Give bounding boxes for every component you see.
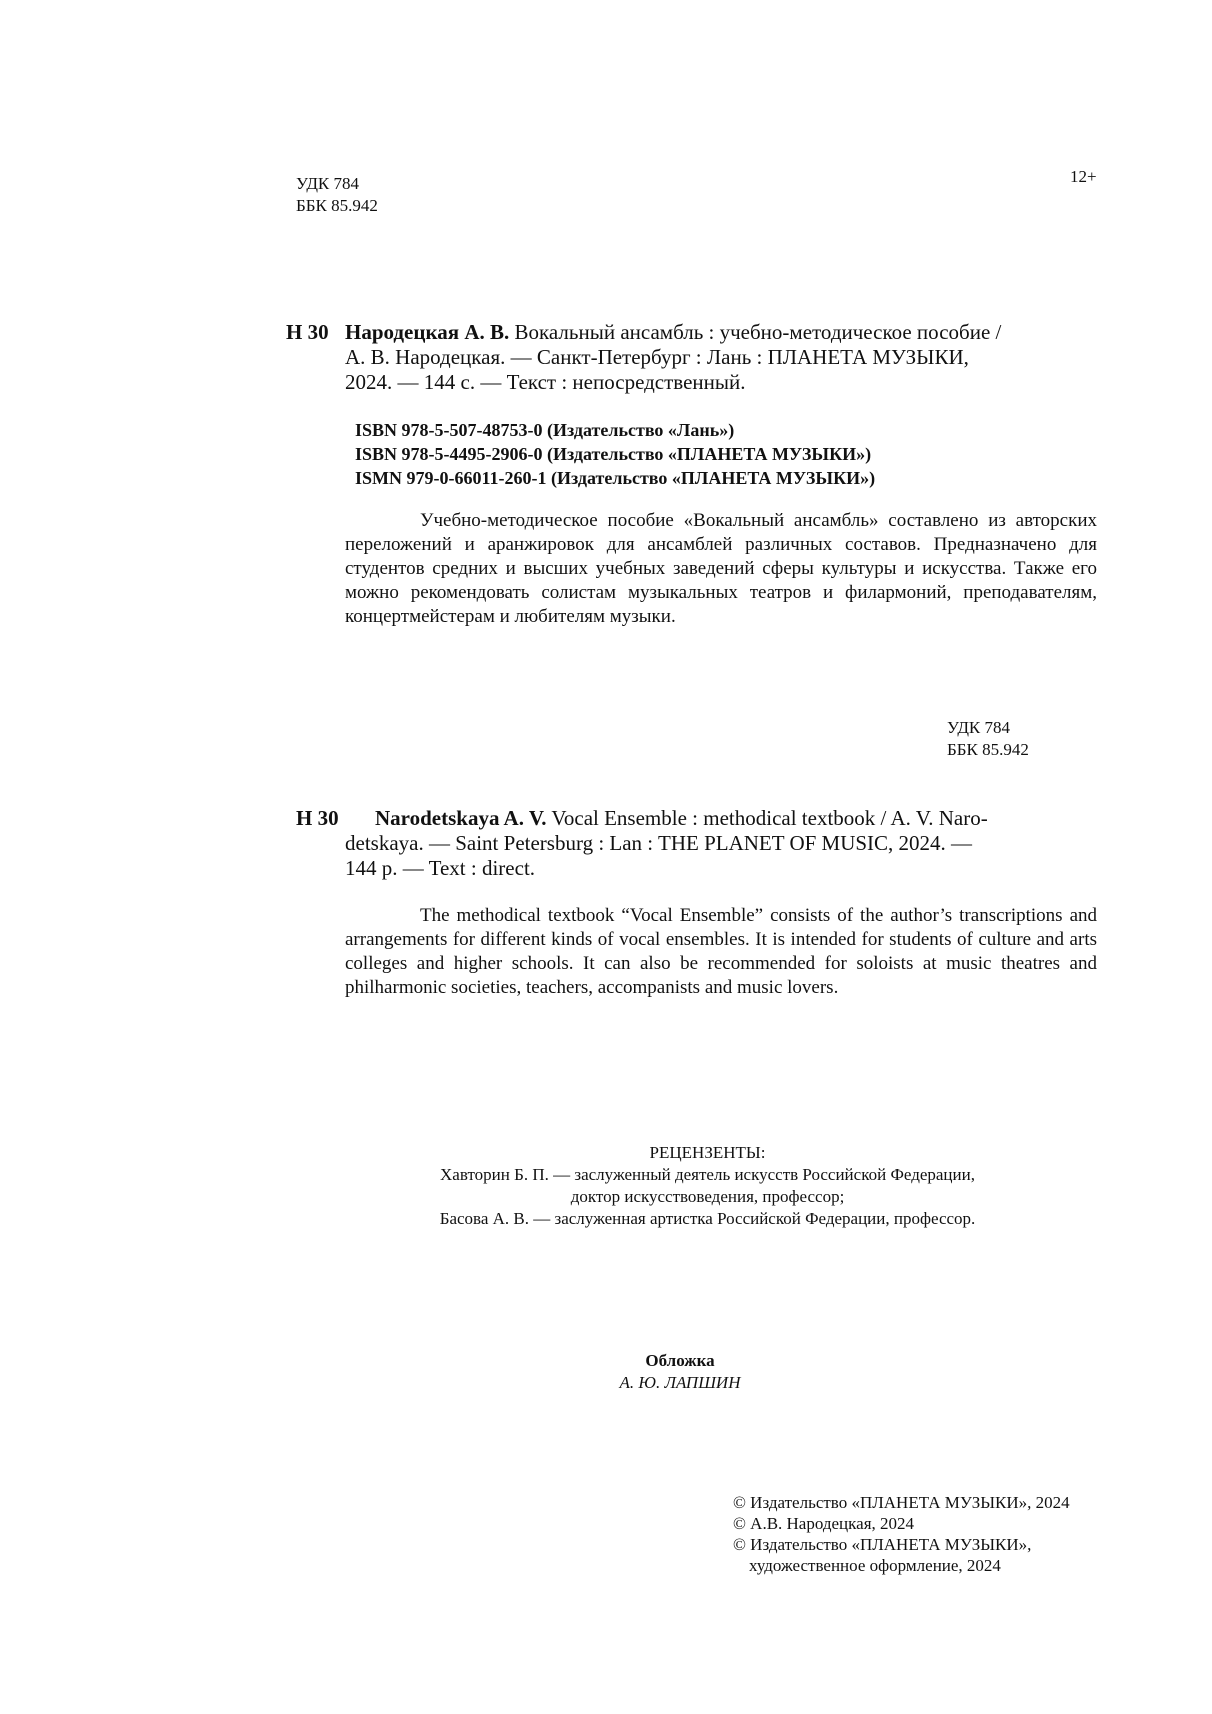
udk-code: УДК 784: [296, 174, 360, 193]
catalog-code-en: Н 30: [296, 806, 339, 830]
reviewer-1-cont: доктор искусствоведения, профессор;: [570, 1187, 845, 1206]
udk-bbk-block-en: [947, 717, 1029, 761]
isbn-planeta: ISBN 978-5-4495-2906-0 (Издательство «ПЛАНЕТА МУЗЫКИ»): [355, 444, 872, 464]
citation-ru-line-2: А. В. Народецкая. — Санкт-Петербург : Лань : ПЛАНЕТА МУЗЫКИ,: [345, 345, 969, 369]
copyright-design: © Издательство «ПЛАНЕТА МУЗЫКИ»,: [733, 1535, 1032, 1554]
bbk-code: ББК 85.942: [296, 196, 378, 215]
citation-en-line-3: 144 p. — Text : direct.: [345, 856, 536, 880]
citation-ru-line-3: 2024. — 144 с. — Текст : непосредственный.: [345, 370, 746, 394]
udk-code-en: УДК 784: [947, 718, 1011, 737]
copyright-author: © А.В. Народецкая, 2024: [733, 1514, 915, 1533]
reviewers-heading: РЕЦЕНЗЕНТЫ:: [649, 1143, 766, 1162]
author-name-ru: Народецкая А. В.: [345, 320, 510, 344]
reviewer-1: Хавторин Б. П. — заслуженный деятель искусств Российской Федерации,: [440, 1165, 975, 1184]
bbk-code-en: ББК 85.942: [947, 740, 1029, 759]
citation-en: [375, 806, 1090, 831]
author-name-en: Narodetskaya A. V.: [375, 806, 547, 830]
age-rating: 12+: [1070, 167, 1097, 186]
citation-ru: [345, 320, 1090, 345]
copyright-publisher: © Издательство «ПЛАНЕТА МУЗЫКИ», 2024: [733, 1493, 1070, 1512]
catalog-code-ru: Н 30: [286, 320, 329, 344]
cover-artist: А. Ю. ЛАПШИН: [619, 1373, 741, 1392]
reviewer-2: Басова А. В. — заслуженная артистка Российской Федерации, профессор.: [439, 1209, 976, 1228]
ismn-planeta: ISMN 979-0-66011-260-1 (Издательство «ПЛАНЕТА МУЗЫКИ»): [355, 468, 876, 488]
isbn-lan: ISBN 978-5-507-48753-0 (Издательство «Лань»): [355, 420, 735, 440]
citation-en-cont: [345, 831, 1090, 881]
cover-credit: [520, 1350, 840, 1394]
isbn-list: [355, 418, 875, 490]
copyright-block: [733, 1492, 1070, 1576]
citation-en-line-2: detskaya. — Saint Petersburg : Lan : THE PLANET OF MUSIC, 2024. —: [345, 831, 973, 855]
citation-ru-line-1: Вокальный ансамбль : учебно-методическое пособие /: [514, 320, 1002, 344]
udk-bbk-block-ru: [296, 173, 378, 217]
abstract-ru: Учебно-методическое пособие «Вокальный ансамбль» составлено из авторских переложений и аранжировок для ансамблей различных составов. Предназначено для студентов средних и высших учебных заведений сферы культуры и искусства. Также его можно рекомендовать солистам музыкальных театров и филармоний, преподавателям, концертмейстерам и любителям музыки.: [345, 510, 1097, 627]
cover-label: Обложка: [645, 1351, 715, 1370]
copyright-design-cont: художественное оформление, 2024: [749, 1556, 1001, 1575]
citation-en-line-1: Vocal Ensemble : methodical textbook / A. V. Naro-: [551, 806, 988, 830]
reviewers-block: [345, 1142, 1070, 1230]
abstract-en: The methodical textbook “Vocal Ensemble” consists of the author’s transcriptions and arrangements for different kinds of vocal ensembles. It is intended for students of culture and arts colleges and higher schools. It can also be recommended for soloists at music theatres and philharmonic societies, teachers, accompanists and music lovers.: [345, 905, 1097, 998]
citation-ru-cont: [345, 345, 1090, 395]
